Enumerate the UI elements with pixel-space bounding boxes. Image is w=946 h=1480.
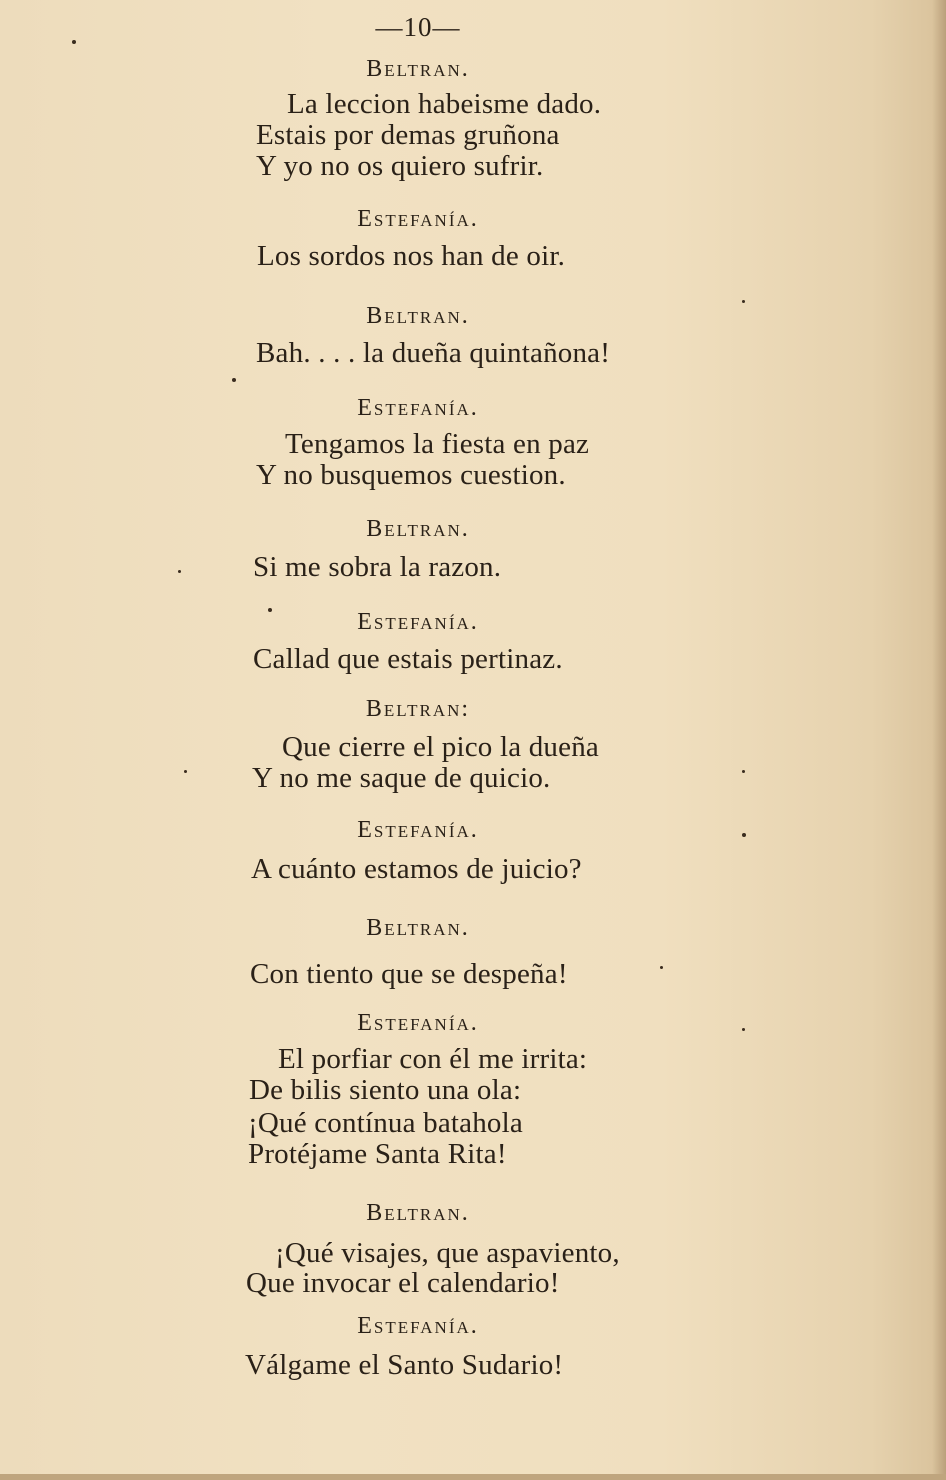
paper-speck <box>742 300 745 303</box>
verse-line: Estais por demas gruñona <box>256 119 560 151</box>
verse-line: ¡Qué visajes, que aspaviento, <box>275 1237 620 1269</box>
paper-speck <box>660 966 663 969</box>
verse-line: El porfiar con él me irrita: <box>278 1043 588 1075</box>
speaker-label: Beltran: <box>365 696 471 722</box>
page-bottom-edge <box>0 1474 946 1480</box>
page-number: —10— <box>375 12 461 42</box>
verse-line: Y no me saque de quicio. <box>252 762 551 794</box>
verse-line: La leccion habeisme dado. <box>287 88 602 120</box>
verse-line: Si me sobra la razon. <box>253 551 502 583</box>
verse-line: Y yo no os quiero sufrir. <box>256 150 544 182</box>
verse-line: Protéjame Santa Rita! <box>248 1138 507 1170</box>
page-edge-shadow <box>932 0 946 1480</box>
verse-line: ¡Qué contínua batahola <box>248 1107 523 1139</box>
paper-speck <box>742 770 745 773</box>
speaker-label: Estefanía. <box>357 206 479 232</box>
speaker-label: Estefanía. <box>357 1313 479 1339</box>
verse-line: Con tiento que se despeña! <box>250 958 568 990</box>
speaker-label: Beltran. <box>366 303 470 329</box>
speaker-label: Beltran. <box>366 1200 470 1226</box>
verse-line: Los sordos nos han de oir. <box>257 240 566 272</box>
verse-line: A cuánto estamos de juicio? <box>251 853 582 885</box>
verse-line: Callad que estais pertinaz. <box>253 643 563 675</box>
paper-speck <box>178 570 181 573</box>
speaker-label: Estefanía. <box>357 1010 479 1036</box>
verse-line: Válgame el Santo Sudario! <box>245 1349 564 1381</box>
speaker-label: Estefanía. <box>357 817 479 843</box>
verse-line: Que cierre el pico la dueña <box>282 731 599 763</box>
paper-speck <box>268 608 272 612</box>
paper-speck <box>742 833 746 837</box>
verse-line: Tengamos la fiesta en paz <box>285 428 590 460</box>
speaker-label: Estefanía. <box>357 395 479 421</box>
paper-speck <box>184 770 187 773</box>
verse-line: Que invocar el calendario! <box>246 1267 560 1299</box>
verse-line: Bah. . . . la dueña quintañona! <box>256 337 611 369</box>
speaker-label: Estefanía. <box>357 609 479 635</box>
paper-speck <box>72 40 76 44</box>
verse-line: De bilis siento una ola: <box>249 1074 522 1106</box>
speaker-label: Beltran. <box>366 516 470 542</box>
verse-line: Y no busquemos cuestion. <box>256 459 566 491</box>
speaker-label: Beltran. <box>366 915 470 941</box>
speaker-label: Beltran. <box>366 56 470 82</box>
paper-speck <box>232 378 236 382</box>
paper-speck <box>742 1028 745 1031</box>
